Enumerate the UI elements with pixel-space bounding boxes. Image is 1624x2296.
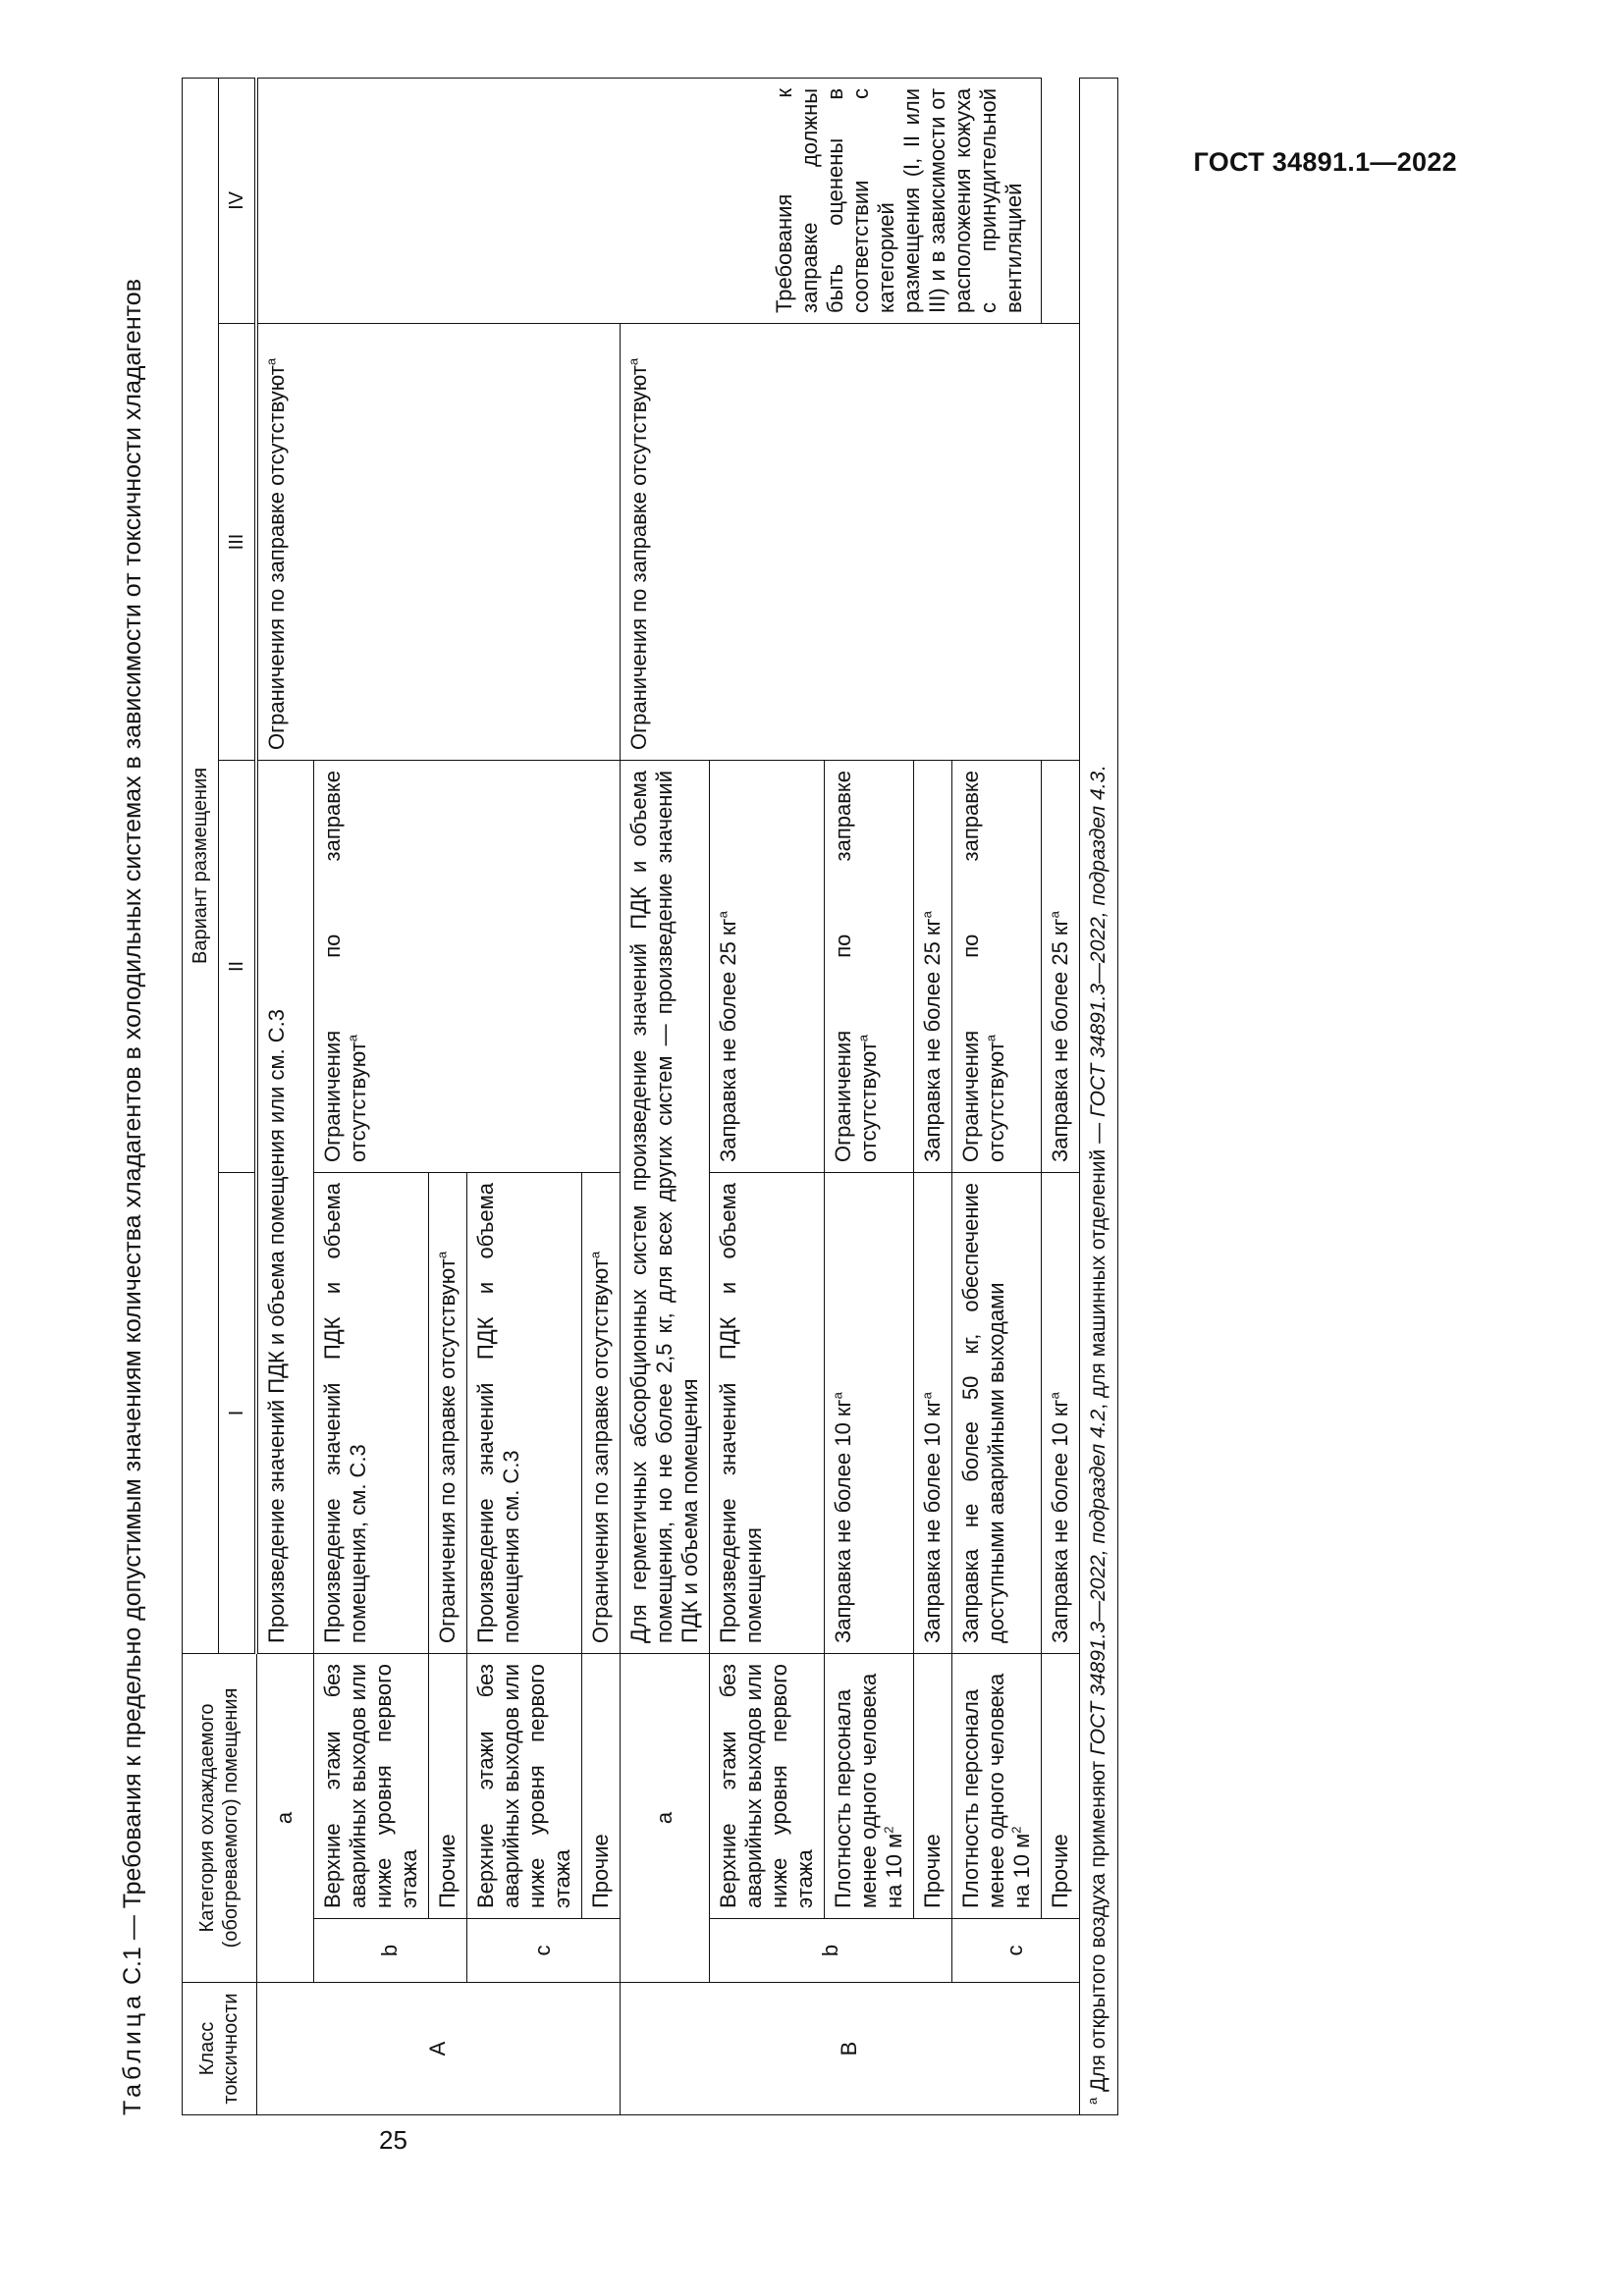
a-b1-i: Произведение значений ПДК и объема помещения, см. С.3 bbox=[313, 1172, 428, 1653]
document-code: ГОСТ 34891.1—2022 bbox=[1193, 147, 1457, 177]
table-caption bbox=[118, 74, 147, 2115]
a-b-ii: Ограничения по заправке отсутствуют$^a$ bbox=[313, 760, 620, 1172]
b-c2-i: Заправка не более 10 $кг^a$ bbox=[1041, 1172, 1079, 1653]
b-b3-desc: Прочие bbox=[913, 1653, 951, 1918]
b-b-letter: b bbox=[709, 1919, 951, 1983]
toxicity-table bbox=[182, 78, 1118, 2115]
footnote-row bbox=[1079, 78, 1117, 2114]
b-b2-i: Заправка не более 10 $кг^a$ bbox=[824, 1172, 913, 1653]
head-v2: II bbox=[219, 760, 257, 1172]
header-row-1 bbox=[183, 78, 219, 2114]
caption-text: С.1 — Требования к предельно допустимым значениям количества хладагентов в холодильных системах в зависимости от токсичности хладагентов bbox=[119, 279, 146, 1986]
a-a-letter: a bbox=[256, 1653, 313, 1982]
b-c1-desc: Плотность персонала менее одного человека на 10 $м^2$ bbox=[951, 1653, 1041, 1918]
caption-lead: Таблица bbox=[119, 1991, 146, 2115]
a-c1-desc: Верхние этажи без аварийных выходов или ниже уровня первого этажа bbox=[466, 1653, 581, 1918]
b-b2-desc: Плотность персонала менее одного человека на 10 $м^2$ bbox=[824, 1653, 913, 1918]
rotated-table-page bbox=[98, 25, 1429, 2135]
a-iii: Ограничения по заправке отсутствуют$^a$ bbox=[256, 323, 620, 760]
a-c2-i: Ограничения по заправке отсутствуют$^a$ bbox=[581, 1172, 620, 1653]
page-number: 25 bbox=[379, 2125, 407, 2155]
b-b3-ii: Заправка не более 25 $кг^a$ bbox=[913, 760, 951, 1172]
head-variant: Вариант размещения bbox=[183, 78, 219, 1653]
a-c2-desc: Прочие bbox=[581, 1653, 620, 1918]
head-category: Категория охлаждаемого (обогреваемого) помещения bbox=[183, 1653, 257, 1982]
b-c1-i: Заправка не более 50 кг, обеспечение доступными аварийными выходами bbox=[951, 1172, 1041, 1653]
table-footnote: $^a$ Для открытого воздуха применяют ГОСТ 34891.3—2022, подраздел 4.2, для машинных отделений — ГОСТ 34891.3—2022, подраздел 4.3. bbox=[1079, 78, 1117, 2114]
b-a-i-ii: Для герметичных абсорбционных систем произведение значений ПДК и объема помещения, но не более 2,5 кг, для всех других систем — произведение значений ПДК и объема помещения bbox=[620, 760, 709, 1653]
a-b1-desc: Верхние этажи без аварийных выходов или ниже уровня первого этажа bbox=[313, 1653, 428, 1918]
head-v4: IV bbox=[219, 78, 257, 323]
a-c1-i: Произведение значений ПДК и объема помещения см. С.3 bbox=[466, 1172, 581, 1653]
b-b1-desc: Верхние этажи без аварийных выходов или ниже уровня первого этажа bbox=[709, 1653, 824, 1918]
a-b-letter: b bbox=[313, 1919, 466, 1983]
b-c2-desc: Прочие bbox=[1041, 1653, 1079, 1918]
b-b1-i: Произведение значений ПДК и объема помещения bbox=[709, 1172, 824, 1653]
b-a-letter: a bbox=[620, 1653, 709, 1982]
class-b-label: B bbox=[620, 1983, 1079, 2115]
a-b2-i: Ограничения по заправке отсутствуют$^a$ bbox=[428, 1172, 466, 1653]
b-b2-ii: Ограничения по заправке отсутствуют$^a$ bbox=[824, 760, 913, 1172]
row-b-a bbox=[620, 78, 709, 2114]
a-b2-desc: Прочие bbox=[428, 1653, 466, 1918]
class-a-label: A bbox=[256, 1983, 620, 2115]
b-iii: Ограничения по заправке отсутствуют$^a$ bbox=[620, 323, 1079, 760]
b-b3-i: Заправка не более 10 $кг^a$ bbox=[913, 1172, 951, 1653]
b-c-letter: c bbox=[951, 1919, 1079, 1983]
head-v3: III bbox=[219, 323, 257, 760]
head-v1: I bbox=[219, 1172, 257, 1653]
head-class: Класс токсичности bbox=[183, 1983, 257, 2115]
a-a-i-ii: Произведение значений ПДК и объема помещения или см. С.3 bbox=[256, 760, 313, 1653]
b-b1-ii: Заправка не более 25 $кг^a$ bbox=[709, 760, 824, 1172]
row-a-a bbox=[256, 78, 313, 2114]
iv-requirements: Требования к заправке должны быть оценены в соответствии с категорией размещения (I, II или III) и в зависимости от расположения кожуха с принудительной вентиляцией bbox=[256, 78, 1041, 323]
b-c1-ii: Ограничения по заправке отсутствуют$^a$ bbox=[951, 760, 1041, 1172]
a-c-letter: c bbox=[466, 1919, 620, 1983]
b-c2-ii: Заправка не более 25 $кг^a$ bbox=[1041, 760, 1079, 1172]
